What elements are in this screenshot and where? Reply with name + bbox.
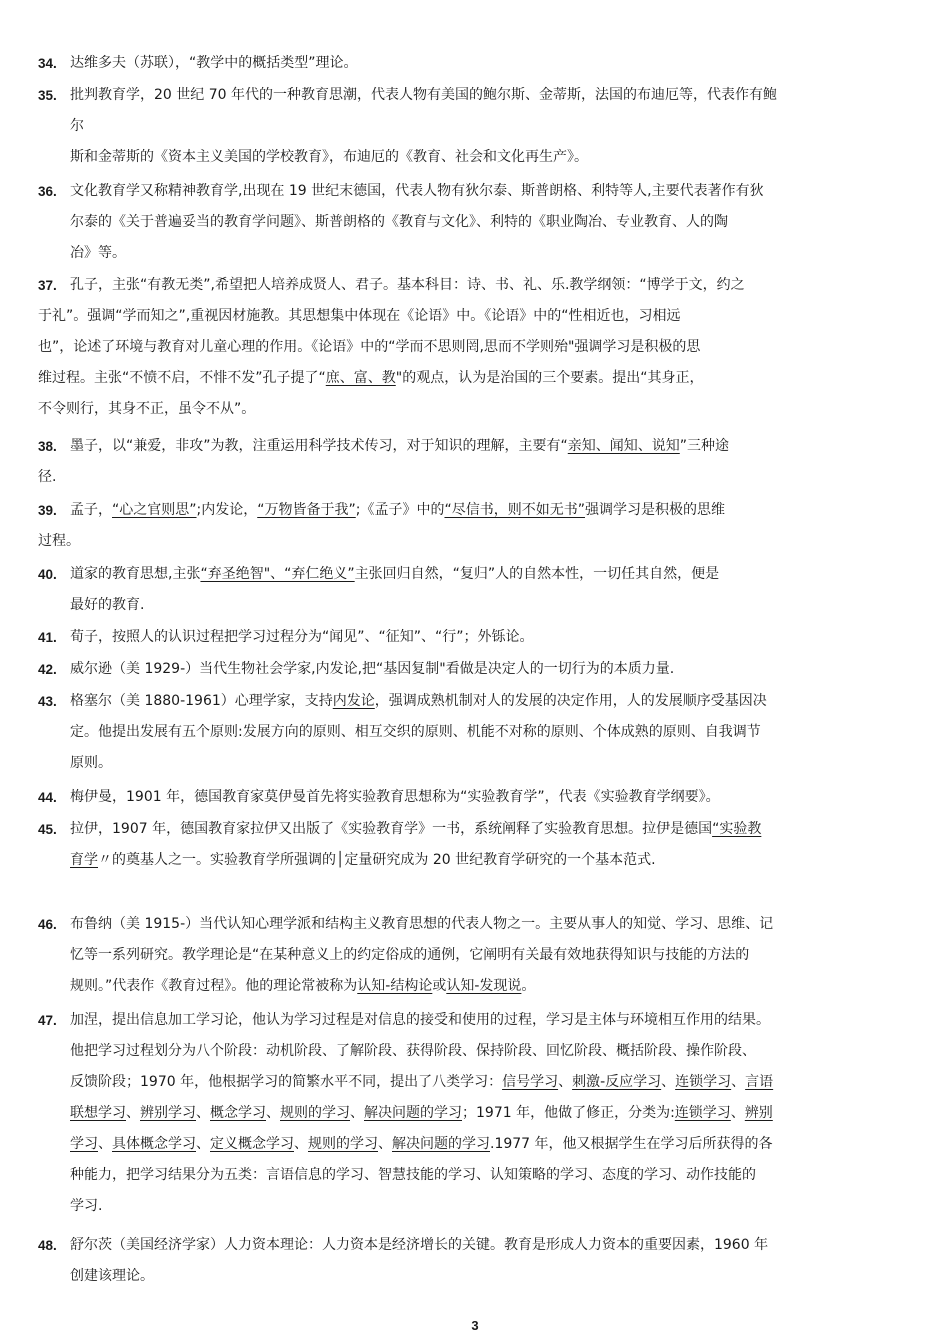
entry-line: 学习.: [70, 1198, 103, 1214]
key-term: 概念学习: [210, 1105, 266, 1121]
key-term: 定义概念学习: [210, 1136, 294, 1152]
entry-line: [38, 814, 914, 845]
entry-37: [38, 270, 914, 425]
entry-line: 尔泰的《关于普遍妥当的教育学问题》、斯普朗格的《教育与文化》、利特的《职业陶冶、专业教育、人的陶: [70, 214, 728, 230]
key-term: “万物皆备于我”: [257, 502, 356, 518]
entry-line: 尔: [70, 118, 84, 134]
entry-35: [38, 80, 914, 173]
key-term: 内发论: [332, 693, 375, 709]
entry-34: [38, 48, 914, 79]
text-segment: 维过程。主张“不愤不启，不悱不发”孔子提了“: [38, 370, 326, 386]
entry-line: 定。他提出发展有五个原则:发展方向的原则、相互交织的原则、机能不对称的原则、个体成熟的原则、自我调节: [70, 724, 761, 740]
key-term: 言语: [745, 1074, 774, 1090]
entry-line: [38, 1067, 914, 1098]
entry-line: 原则。: [70, 755, 112, 771]
entry-number: 35.: [38, 88, 57, 103]
text-segment: 规则。”代表作《教育过程》。他的理论常被称为: [70, 978, 358, 994]
key-term: 辨别学习: [140, 1105, 196, 1121]
entry-line: 创建该理论。: [70, 1268, 154, 1284]
key-term: 认知-结构论: [357, 978, 433, 994]
key-term: 学习: [70, 1136, 98, 1152]
entry-40: [38, 559, 914, 621]
entry-43: [38, 686, 914, 779]
entry-number: 47.: [38, 1013, 57, 1028]
entry-line: [38, 363, 914, 394]
text-segment: 主张回归自然，“复归”人的自然本性，一切任其自然，便是: [354, 566, 720, 582]
separator: 、: [196, 1136, 210, 1152]
entry-number: 36.: [38, 184, 57, 199]
key-term: 信号学习: [502, 1074, 559, 1090]
key-term: 具体概念学习: [112, 1136, 196, 1152]
entry-number: 44.: [38, 790, 57, 805]
key-term: 连锁学习: [674, 1105, 731, 1121]
key-term: 解决问题的学习: [392, 1136, 490, 1152]
text-segment: 道家的教育思想,主张: [70, 566, 201, 582]
entry-number: 48.: [38, 1238, 57, 1253]
entry-39: [38, 495, 914, 557]
entry-45: [38, 814, 914, 876]
entry-line: 达维多夫（苏联），“教学中的概括类型”理论。: [70, 55, 358, 71]
text-segment: 孟子，: [70, 502, 112, 518]
entry-line: 批判教育学，20 世纪 70 年代的一种教育思潮，代表人物有美国的鲍尔斯、金蒂斯，法国的布迪厄等，代表作有鲍: [70, 87, 777, 103]
text-segment: 格塞尔（美 1880-1961）心理学家，支持: [70, 693, 333, 709]
separator: 、: [558, 1074, 573, 1090]
entry-line: 不令则行，其身不正，虽令不从”。: [38, 401, 256, 417]
text-segment: "的观点，认为是治国的三个要素。提出“其身正，: [395, 370, 704, 386]
entry-line: [38, 1129, 914, 1160]
text-segment: ”三种途: [679, 438, 730, 454]
entry-line: [38, 1098, 914, 1129]
key-term: 庶、富、教: [325, 370, 396, 386]
entry-line: [38, 559, 914, 590]
text-segment: ;内发论，: [196, 502, 258, 518]
separator: 、: [126, 1105, 140, 1121]
key-term: 亲知、闻知、说知: [567, 438, 680, 454]
entry-line: 梅伊曼，1901 年，德国教育家莫伊曼首先将实验教育思想称为“实验教育学”，代表《实验教育学纲要》。: [70, 789, 720, 805]
separator: 、: [730, 1105, 745, 1121]
key-term: “弃圣绝智"、“弃仁绝义”: [200, 566, 355, 582]
text-segment: ，强调成熟机制对人的发展的决定作用，人的发展顺序受基因决: [374, 693, 767, 709]
key-term: 解决问题的学习: [364, 1105, 462, 1121]
key-term: “实验教: [712, 821, 762, 837]
key-term: 认知-发现说: [446, 978, 522, 994]
entry-line: 斯和金蒂斯的《资本主义美国的学校教育》，布迪厄的《教育、社会和文化再生产》。: [70, 149, 588, 165]
separator: 、: [98, 1136, 112, 1152]
text-segment: 或: [432, 978, 447, 994]
text-segment: 〃的奠基人之一。实验教育学所强调的│定量研究成为 20 世纪教育学研究的一个基本范式.: [98, 852, 656, 868]
entry-line: [38, 971, 914, 1002]
entry-line: 于礼”。强调“学而知之”,重视因材施教。其思想集中体现在《论语》中。《论语》中的“性相近也，习相远: [38, 308, 681, 324]
separator: 、: [266, 1105, 280, 1121]
key-term: 刺激-反应学习: [572, 1074, 662, 1090]
entry-number: 40.: [38, 567, 57, 582]
entry-line: 威尔逊（美 1929-）当代生物社会学家,内发论,把“基因复制"看做是决定人的一切行为的本质力量.: [70, 661, 675, 677]
entry-line: 文化教育学又称精神教育学,出现在 19 世纪末德国，代表人物有狄尔泰、斯普朗格、利特等人,主要代表著作有狄: [70, 183, 764, 199]
entry-number: 43.: [38, 694, 57, 709]
key-term: 辨别: [744, 1105, 773, 1121]
entry-line: 过程。: [38, 533, 80, 549]
entry-line: 荀子，按照人的认识过程把学习过程分为“闻见”、“征知”、“行”；外铄论。: [70, 629, 534, 645]
entry-line: 冶》等。: [70, 245, 126, 261]
entry-line: 孔子，主张“有教无类”,希望把人培养成贤人、君子。基本科目：诗、书、礼、乐.教学纲领：“博学于文，约之: [70, 277, 745, 293]
entry-41: [38, 622, 914, 653]
entry-number: 37.: [38, 278, 57, 293]
entry-line: [38, 686, 914, 717]
separator: 、: [378, 1136, 392, 1152]
key-term: 连锁学习: [675, 1074, 732, 1090]
key-term: 规则的学习: [280, 1105, 350, 1121]
separator: 、: [731, 1074, 746, 1090]
text-segment: 拉伊，1907 年，德国教育家拉伊又出版了《实验教育学》一书，系统阐释了实验教育思想。拉伊是德国: [70, 821, 713, 837]
entry-number: 41.: [38, 630, 57, 645]
entry-line: 径.: [38, 469, 57, 485]
entry-number: 34.: [38, 56, 57, 71]
key-term: “尽信书，则不如无书”: [444, 502, 585, 518]
text-segment: ；1971 年，他做了修正，分类为:: [462, 1105, 675, 1121]
page-number: 3: [471, 1318, 479, 1333]
entry-line: 舒尔茨（美国经济学家）人力资本理论：人力资本是经济增长的关键。教育是形成人力资本的重要因素，1960 年: [70, 1237, 769, 1253]
entry-48: [38, 1230, 914, 1292]
entry-line: 忆等一系列研究。教学理论是“在某种意义上的约定俗成的通例，它阐明有关最有效地获得知识与技能的方法的: [70, 947, 750, 963]
entry-line: 也”，论述了环境与教育对儿童心理的作用。《论语》中的“学而不思则罔,思而不学则殆"强调学习是积极的思: [38, 339, 701, 355]
text-segment: 墨子，以“兼爱，非攻”为教，注重运用科学技术传习，对于知识的理解，主要有“: [70, 438, 568, 454]
separator: 、: [661, 1074, 676, 1090]
key-term: 育学: [70, 852, 98, 868]
text-segment: 强调学习是积极的思维: [584, 502, 725, 518]
entry-line: [38, 845, 914, 876]
text-segment: ;《孟子》中的: [355, 502, 445, 518]
separator: 、: [294, 1136, 308, 1152]
separator: 、: [196, 1105, 210, 1121]
key-term: 联想学习: [70, 1105, 126, 1121]
entry-number: 46.: [38, 917, 57, 932]
entry-line: 最好的教育.: [70, 597, 145, 613]
entry-line: 种能力，把学习结果分为五类：言语信息的学习、智慧技能的学习、认知策略的学习、态度的学习、动作技能的: [70, 1167, 756, 1183]
entry-line: [38, 431, 914, 462]
text-segment: .1977 年，他又根据学生在学习后所获得的各: [490, 1136, 773, 1152]
entry-42: [38, 654, 914, 685]
entry-line: 他把学习过程划分为八个阶段：动机阶段、了解阶段、获得阶段、保持阶段、回忆阶段、概括阶段、操作阶段、: [70, 1043, 756, 1059]
entry-line: 加涅，提出信息加工学习论，他认为学习过程是对信息的接受和使用的过程，学习是主体与环境相互作用的结果。: [70, 1012, 770, 1028]
entry-line: [38, 495, 914, 526]
entry-line: 布鲁纳（美 1915-）当代认知心理学派和结构主义教育思想的代表人物之一。主要从事人的知觉、学习、思维、记: [70, 916, 774, 932]
entry-number: 45.: [38, 822, 57, 837]
entry-44: [38, 782, 914, 813]
entry-47: [38, 1005, 914, 1222]
key-term: 规则的学习: [308, 1136, 378, 1152]
text-segment: 。: [521, 978, 536, 994]
entry-number: 38.: [38, 439, 57, 454]
text-segment: 反馈阶段；1970 年，他根据学习的简繁水平不同，提出了八类学习：: [70, 1074, 503, 1090]
entry-number: 42.: [38, 662, 57, 677]
entry-38: [38, 431, 914, 493]
separator: 、: [350, 1105, 364, 1121]
key-term: “心之官则思”: [112, 502, 197, 518]
entry-number: 39.: [38, 503, 57, 518]
entry-46: [38, 909, 914, 1002]
entry-36: [38, 176, 914, 269]
